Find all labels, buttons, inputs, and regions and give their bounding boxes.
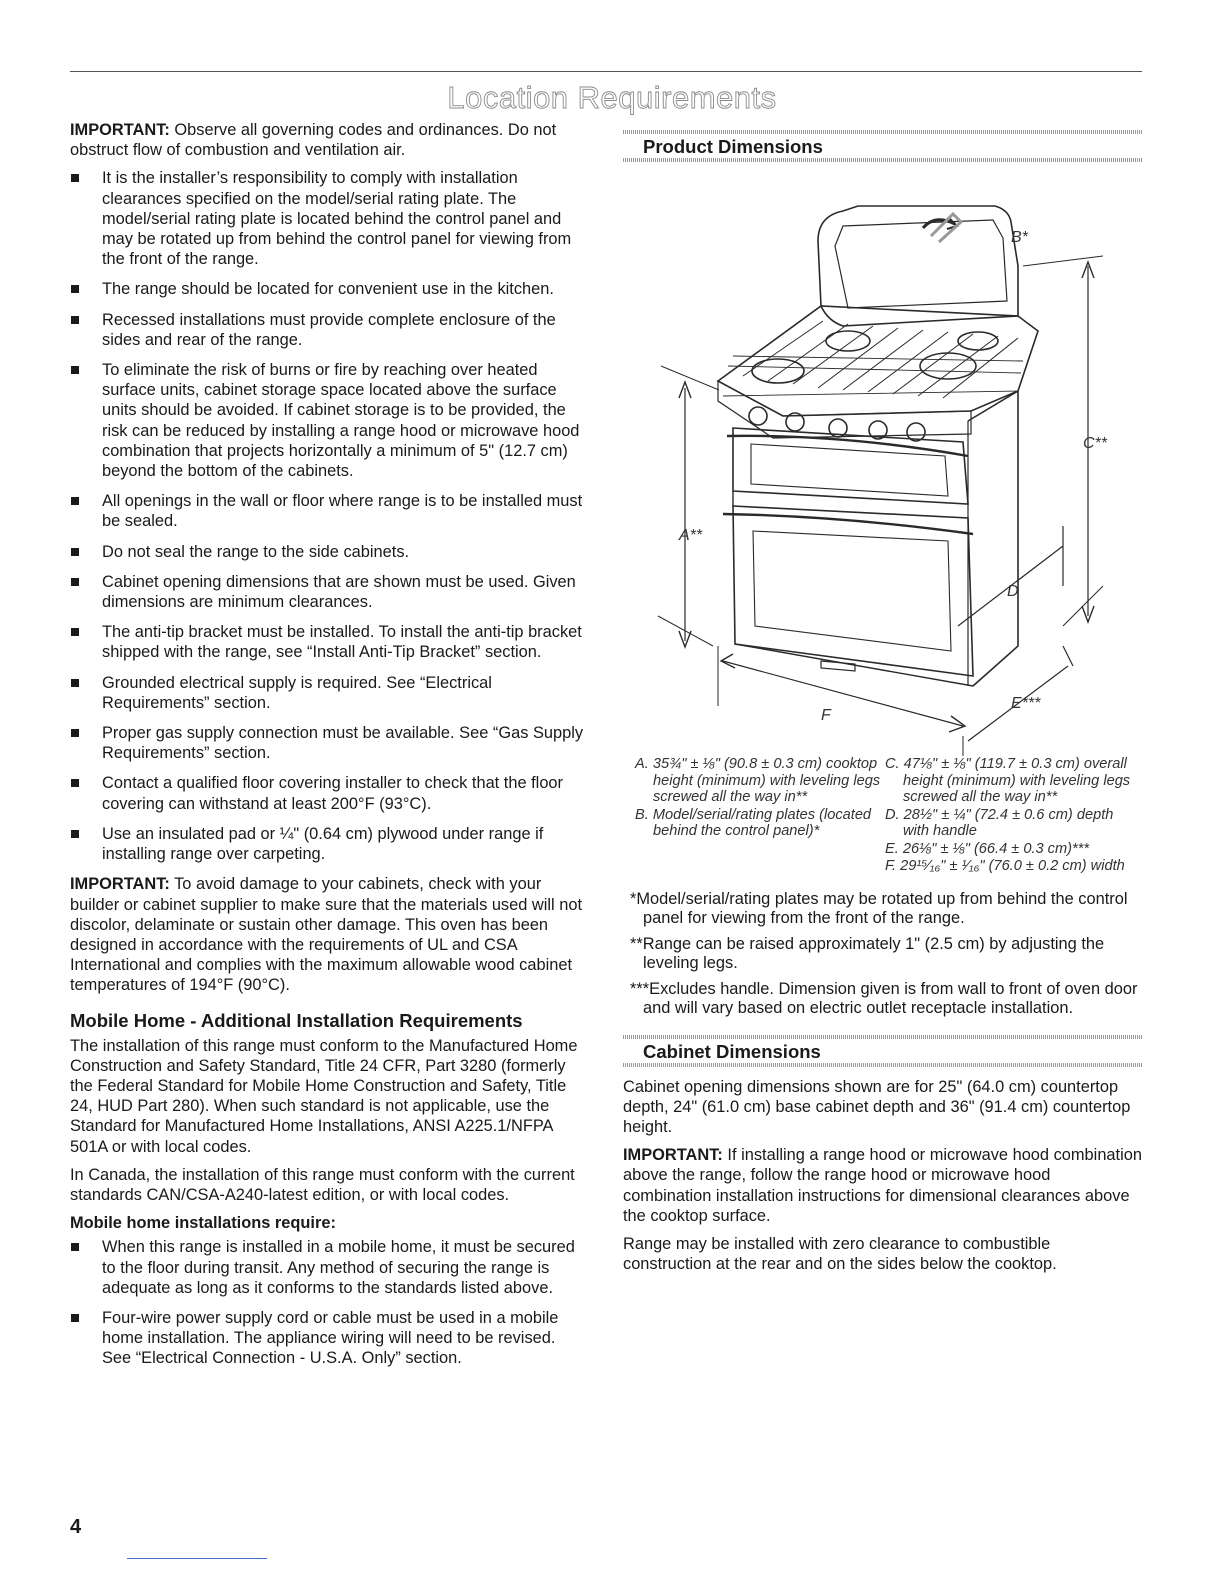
- list-item: The range should be located for convenient use in the kitchen.: [70, 279, 588, 299]
- dim-label-f: F: [821, 707, 831, 724]
- list-item: Do not seal the range to the side cabinets.: [70, 542, 588, 562]
- range-side: [968, 391, 1018, 686]
- important-note-1: IMPORTANT: Observe all governing codes and ordinances. Do not obstruct flow of combustion and ventilation air.: [70, 121, 557, 160]
- cabinet-dimensions-header: [623, 1025, 1143, 1067]
- list-item: It is the installer’s responsibility to comply with installation clearances specified on the model/serial rating plate. The model/serial rating plate is located behind the control panel and may be rotated up from behind the control panel for viewing from the front of the range.: [70, 168, 588, 269]
- backguard-panel: [835, 220, 1007, 308]
- mobile-home-paragraph-1: The installation of this range must conform to the Manufactured Home Construction and Safety Standard, Title 24 CFR, Part 3280 (formerly the Federal Standard for Mobile Home Construction and Safety, Title 24, HUD Part 280). When such standard is not applicable, use the Standard for Manufactured Home Installations, ANSI A225.1/NFPA 501A or with local codes.: [70, 1036, 578, 1156]
- band-rule: [623, 1063, 1143, 1067]
- footnote: **Range can be raised approximately 1" (2.5 cm) by adjusting the leveling legs.: [630, 934, 1105, 972]
- list-item: Recessed installations must provide complete enclosure of the sides and rear of the range.: [70, 310, 588, 350]
- band-rule: [623, 158, 1143, 162]
- legend-item: F. 29¹⁵⁄₁₆" ± ¹⁄₁₆" (76.0 ± 0.2 cm) width: [885, 858, 1125, 874]
- list-item: Cabinet opening dimensions that are shown must be used. Given dimensions are minimum clearances.: [70, 572, 588, 612]
- knob-icon: [749, 407, 767, 425]
- mobile-home-list: [70, 1237, 588, 1368]
- dim-label-c: C**: [1083, 435, 1108, 452]
- footnote: *Model/serial/rating plates may be rotated up from behind the control panel for viewing from the front of the range.: [630, 889, 1128, 927]
- dim-label-e: E***: [1011, 695, 1041, 712]
- cabinet-paragraph-3: Range may be installed with zero clearance to combustible construction at the rear and on the sides below the cooktop.: [623, 1234, 1057, 1274]
- footnote: ***Excludes handle. Dimension given is from wall to front of oven door and will vary based on electric outlet receptacle installation.: [630, 979, 1138, 1017]
- list-item: Use an insulated pad or ¼" (0.64 cm) plywood under range if installing range over carpeting.: [70, 824, 588, 864]
- cabinet-dimensions-heading: Cabinet Dimensions: [643, 1040, 821, 1062]
- list-item: To eliminate the risk of burns or fire by reaching over heated surface units, cabinet storage space located above the surface units should be avoided. If cabinet storage is to be provided, the risk can be reduced by installing a range hood or microwave hood combination that projects horizontally a minimum of 5" (12.7 cm) beyond the bottom of the cabinets.: [70, 360, 588, 481]
- legend-item: E. 26⅛" ± ⅛" (66.4 ± 0.3 cm)***: [885, 840, 1090, 857]
- legend-item: C. 47⅛" ± ⅛" (119.7 ± 0.3 cm) overall height (minimum) with leveling legs screwed all the way in**: [885, 756, 1131, 805]
- right-column: [623, 120, 1143, 1282]
- dim-label-d: D: [1007, 583, 1019, 600]
- dim-label-b: B*: [1011, 229, 1028, 246]
- legend-column-left: [635, 756, 885, 876]
- burner-icon: [920, 353, 976, 379]
- dimension-legend: [635, 756, 1143, 876]
- mobile-home-paragraph-2: In Canada, the installation of this range must conform with the current standards CAN/CSA-A240-latest edition, or with local codes.: [70, 1165, 575, 1204]
- requirements-list: [70, 168, 588, 864]
- range-dimension-diagram: [623, 166, 1143, 756]
- top-rule: [70, 71, 1142, 72]
- burner-icon: [826, 331, 870, 351]
- band-rule: [623, 130, 1143, 134]
- list-item: Grounded electrical supply is required. See “Electrical Requirements” section.: [70, 673, 588, 713]
- range-illustration: [623, 166, 1143, 756]
- footnotes: [623, 890, 1143, 1018]
- list-item: Contact a qualified floor covering installer to check that the floor covering can withstand at least 200°F (93°C).: [70, 773, 588, 813]
- page-number: 4: [70, 1516, 82, 1538]
- list-item: The anti-tip bracket must be installed. To install the anti-tip bracket shipped with the range, see “Install Anti-Tip Bracket” section.: [70, 622, 588, 662]
- dim-label-a: A**: [679, 527, 703, 544]
- left-column: [70, 120, 588, 1379]
- legend-item: A. 35¾" ± ⅛" (90.8 ± 0.3 cm) cooktop height (minimum) with leveling legs screwed all the way in**: [635, 756, 881, 805]
- burner-icon: [752, 359, 804, 383]
- important-note-3: IMPORTANT: If installing a range hood or microwave hood combination above the range, follow the range hood or microwave hood combination installation instructions for dimensional clearances above the cooktop surface.: [623, 1146, 1142, 1225]
- product-dimensions-header: [623, 120, 1143, 162]
- legend-item: B. Model/serial/rating plates (located behind the control panel)*: [635, 806, 872, 839]
- list-item: When this range is installed in a mobile home, it must be secured to the floor during transit. Any method of securing the range is adequate as long as it conforms to the standards listed above.: [70, 1237, 588, 1298]
- logo-badge: [821, 661, 855, 671]
- important-note-2: IMPORTANT: To avoid damage to your cabinets, check with your builder or cabinet supplier to make sure that the materials used will not discolor, delaminate or sustain other damage. This oven has been designed in accordance with the requirements of UL and CSA International and complies with the maximum allowable wood cabinet temperatures of 194°F (90°C).: [70, 875, 583, 995]
- mobile-home-subheading: Mobile home installations require:: [70, 1214, 336, 1233]
- upper-oven-handle: [727, 436, 968, 456]
- list-item: All openings in the wall or floor where range is to be installed must be sealed.: [70, 491, 588, 531]
- page-title: Location Requirements: [447, 80, 777, 115]
- list-item: Proper gas supply connection must be available. See “Gas Supply Requirements” section.: [70, 723, 588, 763]
- legend-item: D. 28½" ± ¼" (72.4 ± 0.6 cm) depth with handle: [885, 806, 1114, 839]
- dim-f-line: [723, 661, 963, 726]
- bottom-rule: [127, 1558, 267, 1559]
- list-item: Four-wire power supply cord or cable must be used in a mobile home installation. The appliance wiring will need to be revised. See “Electrical Connection - U.S.A. Only” section.: [70, 1308, 588, 1369]
- legend-column-right: [885, 756, 1135, 876]
- cabinet-paragraph-1: Cabinet opening dimensions shown are for 25" (64.0 cm) countertop depth, 24" (61.0 cm) base cabinet depth and 36" (91.4 cm) countertop height.: [623, 1077, 1131, 1136]
- mobile-home-heading: Mobile Home - Additional Installation Requirements: [70, 1009, 523, 1031]
- product-dimensions-heading: Product Dimensions: [643, 136, 823, 157]
- band-rule: [623, 1035, 1143, 1039]
